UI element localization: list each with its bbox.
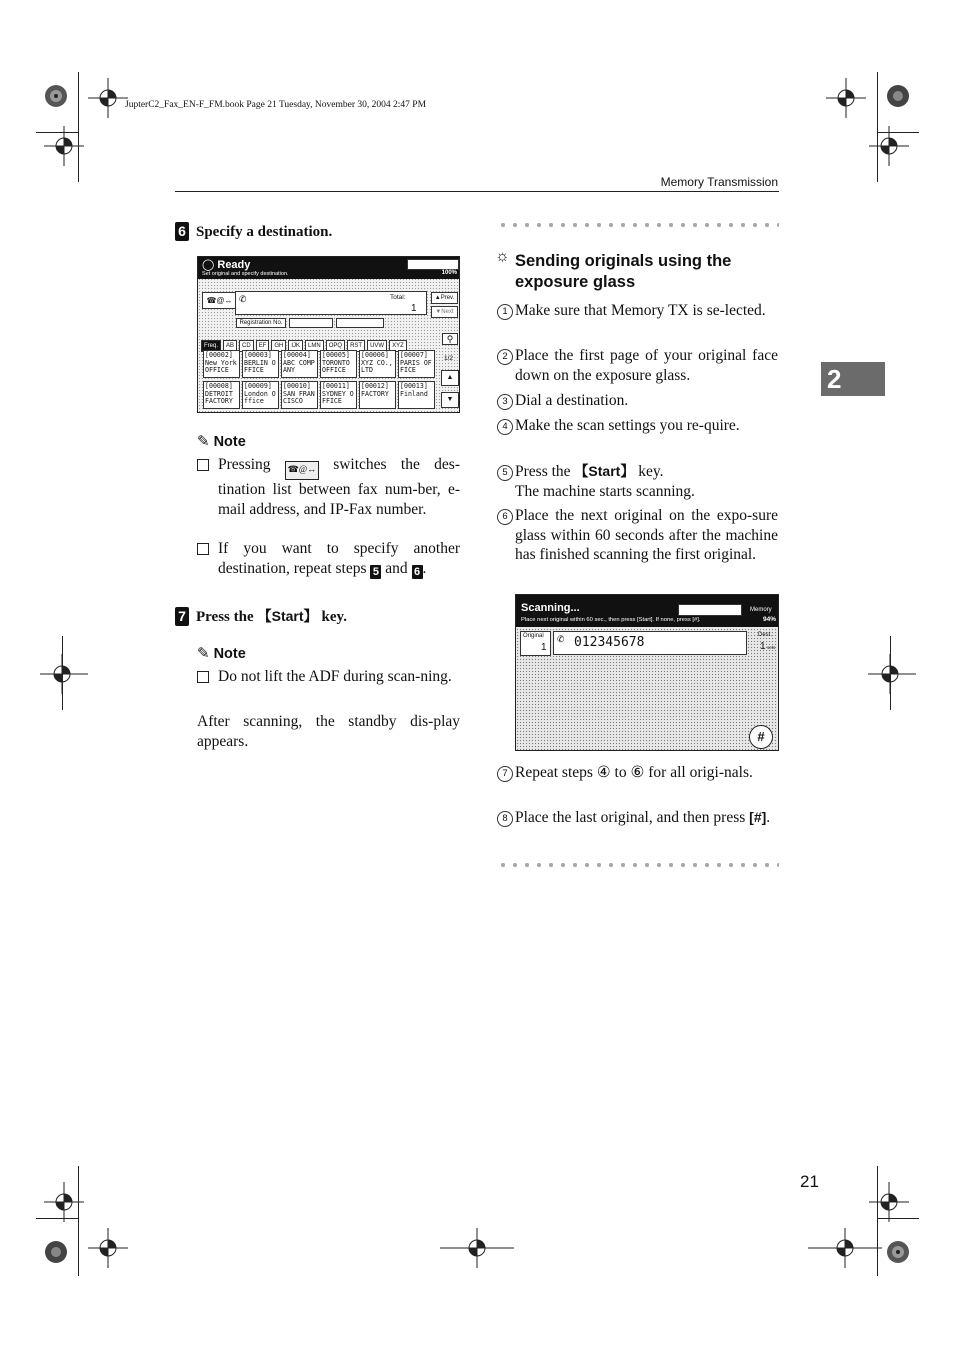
crosshair-icon — [40, 654, 88, 694]
destination-field[interactable] — [235, 291, 427, 315]
tip-item-6: 6 Place the next original on the expo-sure glass within 60 seconds after the machine has finished scanning the first original. — [497, 506, 778, 565]
destination-screen — [197, 256, 460, 413]
dest-count — [752, 631, 778, 656]
screen-header — [516, 595, 778, 627]
screen-header — [198, 257, 459, 279]
destination-number-field — [553, 631, 747, 655]
tab-ab[interactable]: AB — [223, 340, 237, 352]
stop-icon: ⊘ — [687, 607, 693, 613]
checkbox-bullet-icon — [197, 543, 209, 555]
tip-item-1: 1 Make sure that Memory TX is se-lected. — [497, 301, 778, 321]
tab-uvw[interactable]: UVW — [367, 340, 387, 352]
step-7: 7 Press the 【Start】 key. — [175, 606, 347, 626]
step-ref-5: 5 — [370, 565, 381, 579]
dest-cell[interactable]: [00011] SYDNEY O FFICE — [320, 381, 357, 409]
running-head: Memory Transmission — [660, 175, 778, 189]
information-button[interactable]: Information — [407, 259, 459, 270]
pencil-icon: ✎ — [197, 434, 210, 450]
chapter-tab: 2 — [821, 362, 885, 396]
dest-type-switch-button[interactable]: ☎@↔ — [202, 292, 237, 309]
dest-cell[interactable]: [00007] PARIS OF FICE — [398, 350, 435, 378]
total-value: 1 — [411, 303, 417, 314]
memory-percent: 100% — [441, 270, 457, 276]
header-file-info: JupterC2_Fax_EN-F_FM.book Page 21 Tuesday, November 30, 2004 2:47 PM — [125, 100, 427, 110]
dest-cell[interactable]: [00013] Finland — [398, 381, 435, 409]
status-text: Scanning... — [521, 602, 580, 614]
step-number-7: 7 — [175, 607, 189, 626]
manual-input-button[interactable] — [289, 318, 333, 328]
dest-cell[interactable]: [00008] DETROIT FACTORY — [203, 381, 240, 409]
lightbulb-icon: ☼ — [495, 248, 510, 265]
original-value: 1 — [541, 642, 547, 653]
checkbox-bullet-icon — [197, 671, 209, 683]
tip-item-8: 8 Place the last original, and then press [#]. — [497, 808, 778, 828]
ready-icon: ◯ — [202, 259, 215, 271]
step-ref-6: 6 — [412, 565, 423, 579]
phone-icon: ✆ — [557, 634, 565, 644]
status-message: Set original and specify destination. — [202, 271, 289, 277]
dest-cell[interactable]: [00010] SAN FRAN CISCO — [281, 381, 318, 409]
dest-cell[interactable]: [00002] New York OFFICE — [203, 350, 240, 378]
stop-scanning-button[interactable]: ⊘ Stop Scanning — [678, 604, 742, 616]
dest-unit: sets — [767, 645, 776, 650]
tip-top-dots — [497, 223, 779, 227]
destination-number: 012345678 — [574, 635, 645, 650]
tab-cd[interactable]: CD — [239, 340, 254, 352]
dest-switch-key-icon: ☎@↔ — [285, 461, 319, 480]
tab-ijk[interactable]: IJK — [288, 340, 303, 352]
crosshair-icon — [808, 1228, 882, 1268]
tip-item-4: 4 Make the scan settings you re-quire. — [497, 416, 778, 436]
crosshair-icon — [869, 1182, 909, 1222]
checkbox-bullet-icon — [197, 459, 209, 471]
crosshair-icon — [88, 1228, 128, 1268]
status-message: Place next original within 60 sec., then press [Start]. If none, press [#]. — [521, 617, 701, 623]
note-1-heading: ✎ Note — [197, 434, 246, 450]
start-key: 【Start】 — [574, 463, 635, 479]
page-number: 21 — [800, 1172, 819, 1191]
crosshair-icon — [440, 1228, 514, 1268]
dest-cell[interactable]: [00004] ABC COMP ANY — [281, 350, 318, 378]
step-6 — [175, 222, 332, 241]
total-label: Total: — [390, 294, 406, 301]
search-icon[interactable]: ⚲ — [442, 333, 458, 345]
status-text: Ready — [217, 259, 251, 271]
scanning-screen — [515, 594, 779, 751]
crosshair-icon — [826, 78, 866, 118]
tip-item-3: 3 Dial a destination. — [497, 391, 778, 411]
tip-bottom-dots — [497, 863, 779, 867]
dest-cell[interactable]: [00009] London O ffice — [242, 381, 279, 409]
note-1-bullet-1: Pressing ☎@↔ switches the des-tination list between fax num-ber, e-mail address, and IP-Fax number. — [197, 455, 460, 519]
scroll-up-button[interactable]: ▲ — [441, 370, 459, 386]
pencil-icon: ✎ — [197, 646, 210, 662]
next-button[interactable]: ▼Next — [431, 306, 458, 318]
tip-item-5: 5 Press the 【Start】 key. The machine starts scanning. — [497, 462, 778, 501]
note-1-bullet-2: If you want to specify another destination, repeat steps 5 and 6 . — [197, 539, 460, 579]
tab-xyz[interactable]: XYZ — [389, 340, 407, 352]
tip-heading — [495, 248, 510, 266]
memory-percent: 94% — [763, 616, 777, 623]
dest-cell[interactable]: [00012] FACTORY — [359, 381, 396, 409]
memory-label: Memory — [750, 607, 772, 613]
hash-button[interactable]: # — [749, 725, 773, 749]
registration-mark-icon — [872, 1228, 922, 1278]
step-6-title: Specify a destination. — [196, 224, 333, 240]
sub-options-button[interactable] — [336, 318, 384, 328]
tab-gh[interactable]: GH — [271, 340, 286, 352]
tip-title: Sending originals using the exposure glass — [515, 252, 732, 291]
scroll-down-button[interactable]: ▼ — [441, 392, 459, 408]
registration-mark-icon — [40, 1228, 90, 1278]
hash-key: [#] — [749, 809, 767, 825]
tab-opq[interactable]: OPQ — [326, 340, 345, 352]
prev-button[interactable]: ▲Prev. — [431, 292, 458, 304]
step-number-6: 6 — [175, 222, 189, 241]
page-indicator: 1/2 — [444, 355, 454, 362]
registration-mark-icon — [872, 72, 922, 122]
note-2-heading: ✎ Note — [197, 646, 246, 662]
crosshair-icon — [88, 78, 128, 118]
tab-freq[interactable]: Freq. — [201, 340, 221, 352]
tab-rst[interactable]: RST — [347, 340, 365, 352]
original-count-box — [520, 631, 551, 656]
phone-icon: ✆ — [239, 294, 247, 304]
note-2-bullet-1: Do not lift the ADF during scan-ning. — [197, 667, 460, 687]
start-key: 【Start】 — [257, 608, 318, 624]
tab-ef[interactable]: EF — [256, 340, 270, 352]
after-scanning-text: After scanning, the standby dis-play appears. — [197, 713, 460, 750]
dest-cell[interactable]: [00006] XYZ CO., LTD — [359, 350, 396, 378]
tip-item-2: 2 Place the first page of your original face down on the exposure glass. — [497, 346, 778, 385]
original-label: Original — [523, 633, 544, 639]
registration-no-button[interactable]: Registration No. — [236, 318, 286, 328]
dest-cell[interactable]: [00005] TORONTO OFFICE — [320, 350, 357, 378]
dest-cell[interactable]: [00003] BERLIN O FFICE — [242, 350, 279, 378]
dest-label: Dest. — [758, 632, 773, 638]
registration-mark-icon — [40, 72, 90, 122]
dest-value: 1 — [760, 641, 766, 652]
header-rule — [175, 191, 779, 192]
tip-item-7: 7 Repeat steps ④ to ⑥ for all origi-nals. — [497, 763, 778, 783]
crosshair-icon — [868, 654, 916, 694]
tab-lmn[interactable]: LMN — [305, 340, 324, 352]
